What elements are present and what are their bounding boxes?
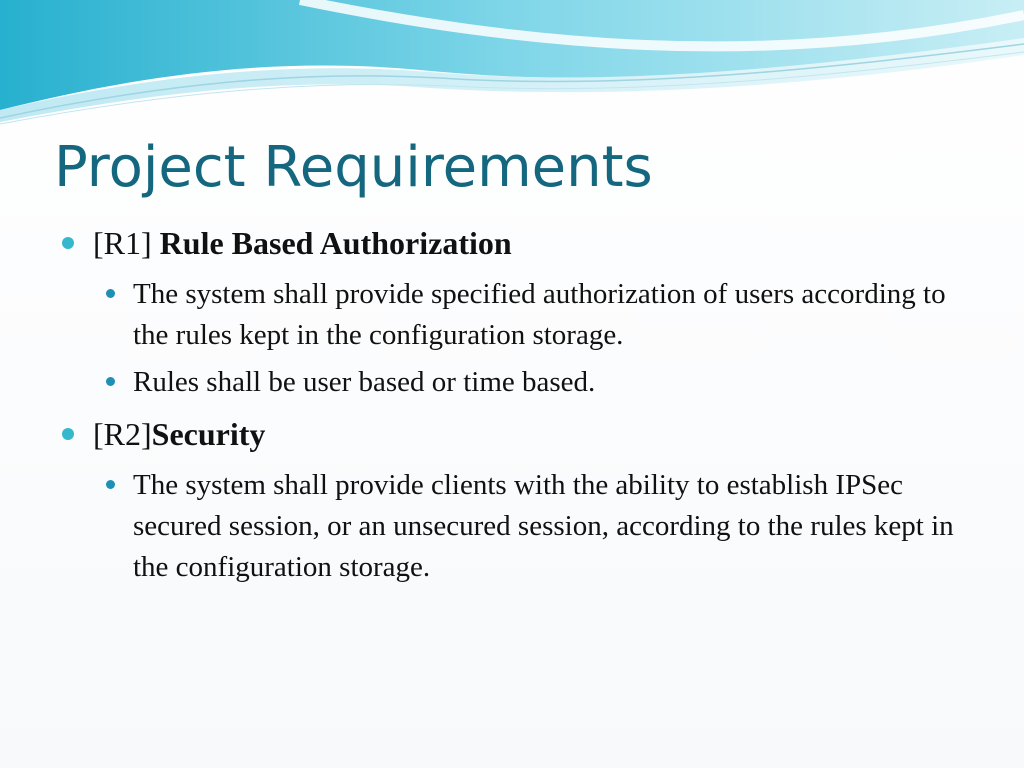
list-item-r2-detail-1 <box>106 465 982 588</box>
decorative-wave-header <box>0 0 1024 130</box>
requirement-id-r1: [R1] <box>93 225 152 261</box>
detail-text: The system shall provide specified authorization of users according to the rules kept in the configuration storage. <box>133 278 946 351</box>
bullet-icon <box>62 428 74 440</box>
sub-bullet-icon <box>106 289 115 298</box>
list-item-r1-detail-1 <box>106 274 982 356</box>
bullet-icon <box>62 237 74 249</box>
requirement-id-r2: [R2] <box>93 416 152 452</box>
detail-text: Rules shall be user based or time based. <box>133 366 596 398</box>
sub-bullet-icon <box>106 480 115 489</box>
requirement-name-r1: Rule Based Authorization <box>159 225 512 261</box>
list-item-r1 <box>62 220 982 266</box>
requirement-name-r2: Security <box>151 416 266 452</box>
sub-bullet-icon <box>106 377 115 386</box>
requirements-list <box>62 220 982 588</box>
slide-title: Project Requirements <box>54 135 653 200</box>
list-item-r2 <box>62 411 982 457</box>
list-item-r1-detail-2 <box>106 362 982 403</box>
detail-text: The system shall provide clients with the ability to establish IPSec secured session, or an unsecured session, according to the rules kept in the configuration storage. <box>133 469 954 583</box>
